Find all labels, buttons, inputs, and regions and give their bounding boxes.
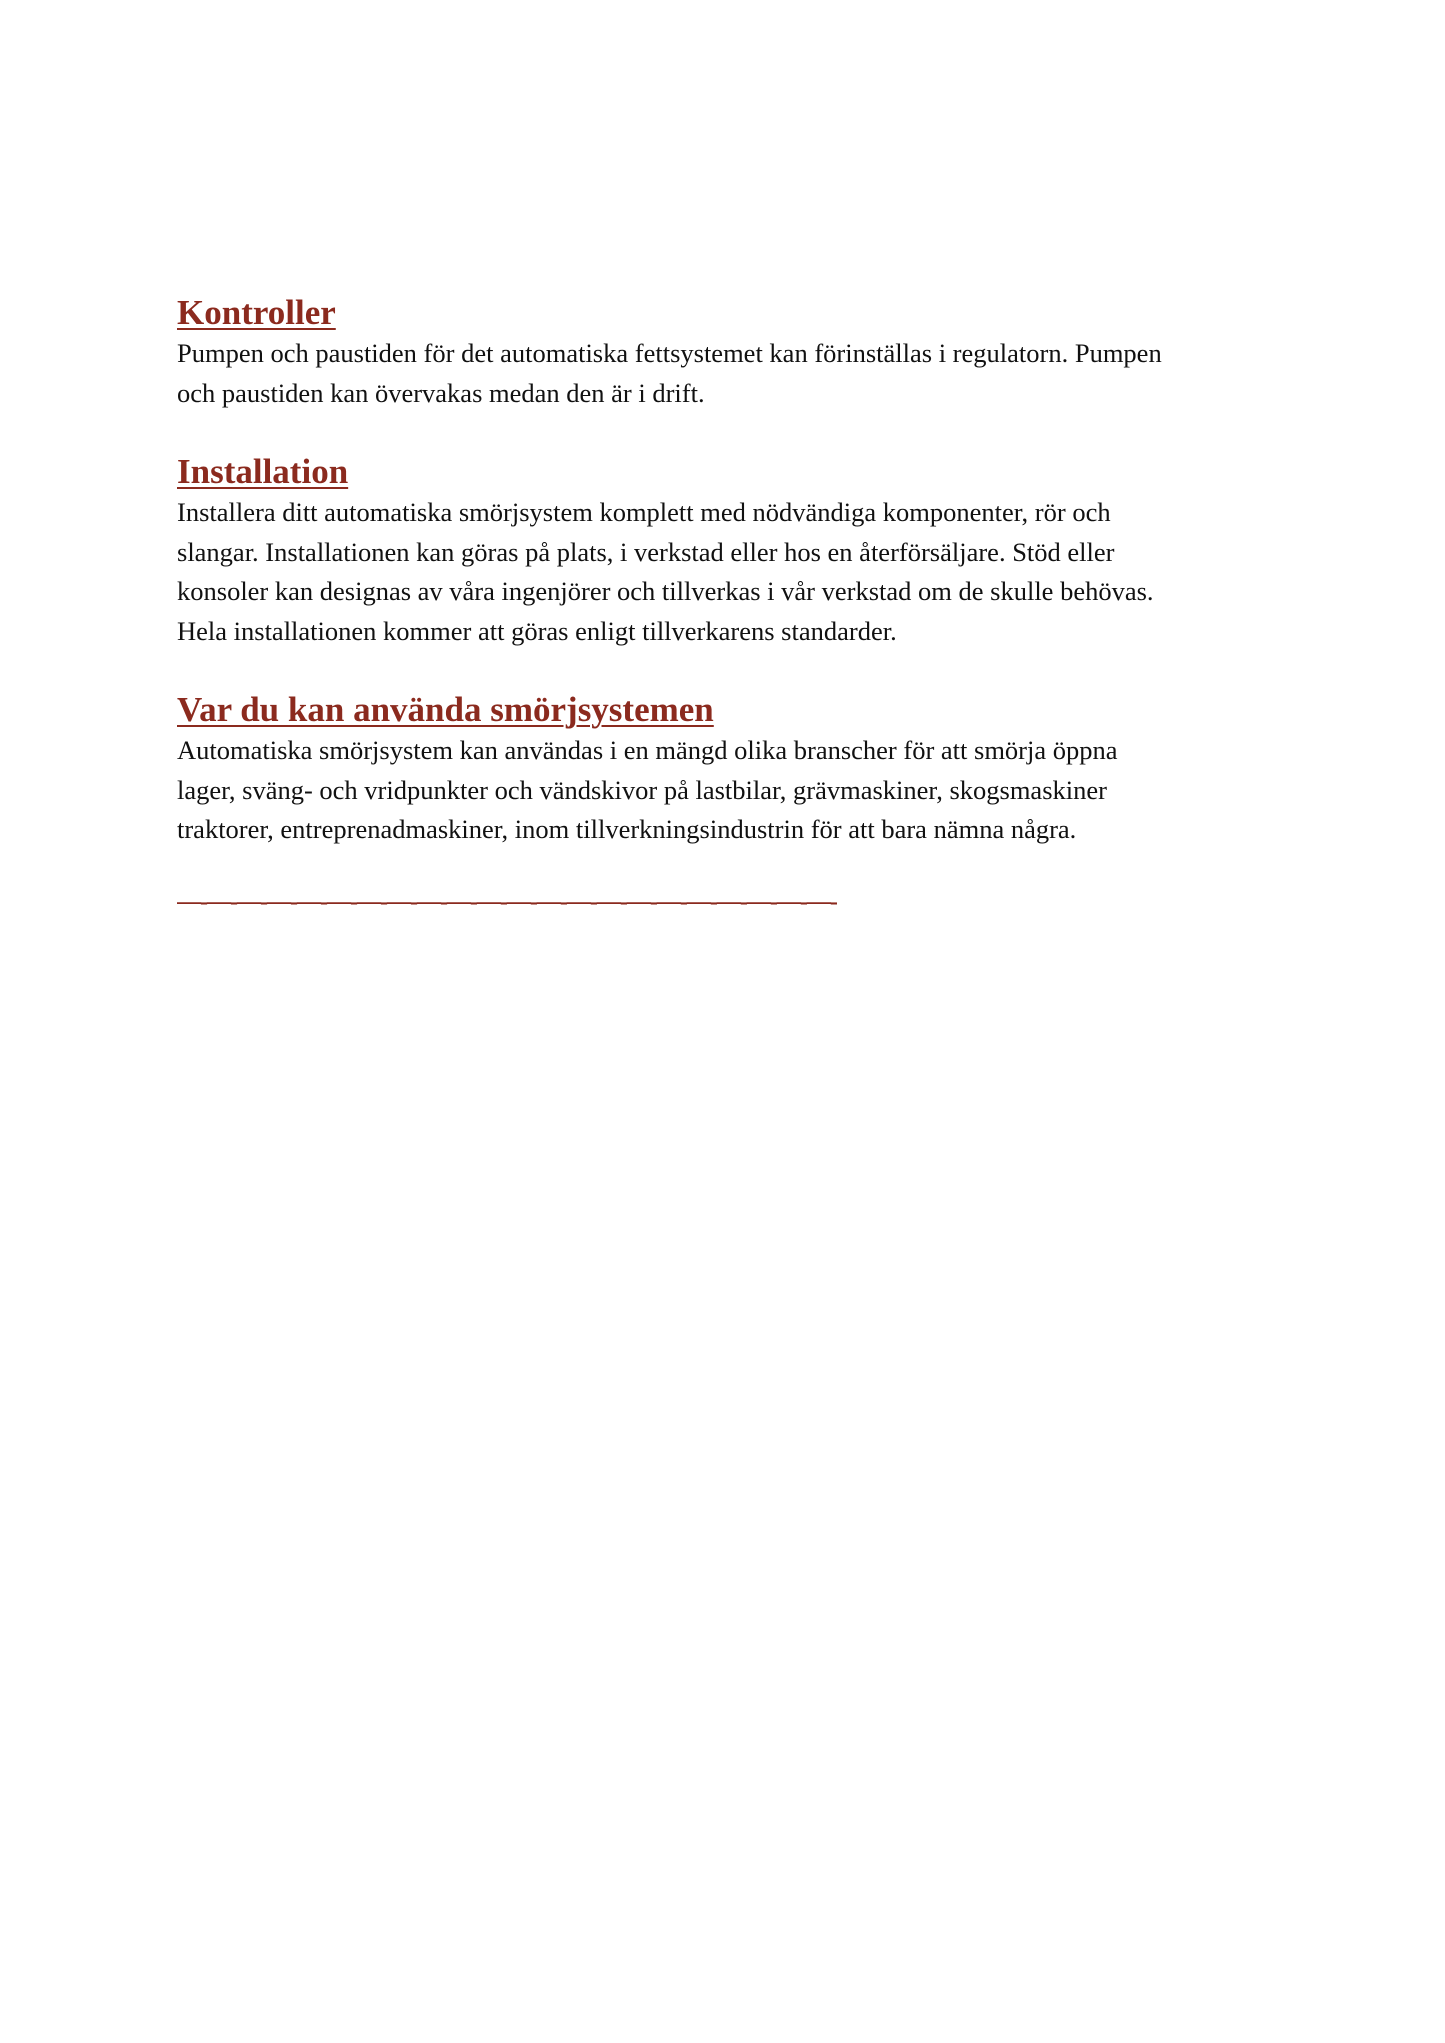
body-line: Installera ditt automatiska smörjsystem komplett med nödvändiga komponenter, rör och — [177, 497, 1111, 527]
section-heading-installation: Installation — [177, 452, 349, 491]
document-content — [177, 292, 1287, 914]
body-line: Automatiska smörjsystem kan användas i en mängd olika branscher för att smörja öppna — [177, 735, 1118, 765]
body-line: Pumpen och paustiden för det automatiska fettsystemet kan förinställas i regulatorn. Pumpen — [177, 338, 1162, 368]
body-line: Hela installationen kommer att göras enligt tillverkarens standarder. — [177, 615, 897, 646]
section-heading-anvandning: Var du kan använda smörjsystemen — [177, 690, 714, 729]
body-line: konsoler kan designas av våra ingenjörer och tillverkas i vår verkstad om de skulle behövas. — [177, 576, 1154, 606]
section-anvandning — [177, 689, 1287, 850]
section-installation — [177, 451, 1287, 651]
body-line: och paustiden kan övervakas medan den är i drift. — [177, 377, 705, 408]
body-line: traktorer, entreprenadmaskiner, inom tillverkningsindustrin för att bara nämna några. — [177, 814, 1077, 844]
body-line: lager, sväng- och vridpunkter och vändskivor på lastbilar, grävmaskiner, skogsmaskiner — [177, 774, 1107, 805]
body-line: slangar. Installationen kan göras på plats, i verkstad eller hos en återförsäljare. Stöd eller — [177, 536, 1115, 567]
dashed-divider: —-—-—-—-—-—-—-—-—-—-—-—-—-—-—-—-—-—-—-—-—-—- — [177, 889, 837, 914]
section-heading-kontroller: Kontroller — [177, 293, 336, 332]
section-kontroller — [177, 292, 1287, 413]
section-body-anvandning — [177, 731, 1287, 850]
section-body-kontroller — [177, 334, 1287, 413]
section-body-installation — [177, 493, 1287, 651]
